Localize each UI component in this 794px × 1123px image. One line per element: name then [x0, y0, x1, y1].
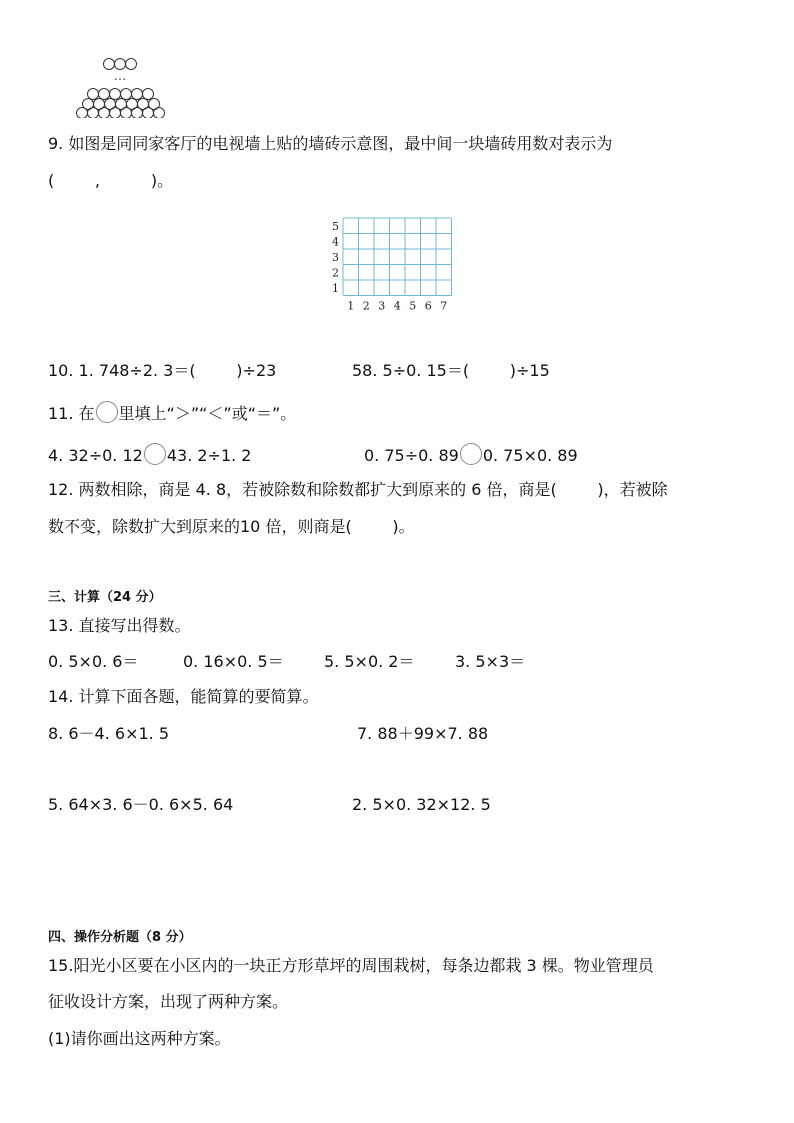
grid-x-label: 7: [440, 299, 448, 313]
q9-line2: ( , )。: [48, 171, 174, 190]
q13-item-3: 5. 5×0. 2＝: [324, 652, 415, 671]
q15-line2: 征收设计方案，出现了两种方案。: [48, 992, 289, 1011]
grid-y-label: 3: [332, 250, 339, 264]
q10-part1: 10. 1. 748÷2. 3＝( )÷23: [48, 361, 277, 380]
tile-grid-figure: [328, 214, 468, 314]
grid-x-label: 1: [347, 299, 355, 313]
section3-heading: 三、计算（24 分）: [48, 590, 162, 605]
compare-circle-icon: [96, 401, 118, 423]
circle-pyramid-figure: [70, 56, 180, 118]
q11-b-right: 0. 75×0. 89: [482, 446, 578, 465]
q14-item-1: 8. 6－4. 6×1. 5: [48, 724, 170, 743]
q13-item-4: 3. 5×3＝: [455, 652, 526, 671]
q15-line3: (1)请你画出这两种方案。: [48, 1029, 231, 1048]
q12-line1: 12. 两数相除，商是 4. 8，若被除数和除数都扩大到原来的 6 倍，商是( )，若被除: [48, 480, 668, 499]
answer-circle-a[interactable]: [144, 443, 166, 465]
grid-x-label: 4: [393, 299, 401, 313]
q15-line1: 15.阳光小区要在小区内的一块正方形草坪的周围栽树，每条边都栽 3 棵。物业管理员: [48, 956, 654, 975]
q11-b-left: 0. 75÷0. 89: [364, 446, 459, 465]
q14-item-2: 7. 88＋99×7. 88: [357, 724, 489, 743]
grid-y-label: 2: [332, 266, 339, 280]
figure-ellipsis: …: [114, 69, 126, 83]
q9-line1: 9. 如图是同同家客厅的电视墙上贴的墙砖示意图，最中间一块墙砖用数对表示为: [48, 134, 613, 153]
section4-heading: 四、操作分析题（8 分）: [48, 930, 192, 945]
grid-x-label: 6: [424, 299, 432, 313]
grid-x-label: 2: [362, 299, 370, 313]
q11-item-b: [364, 443, 578, 466]
q13-item-2: 0. 16×0. 5＝: [183, 652, 284, 671]
grid-y-label: 5: [332, 219, 339, 233]
q13-item-1: 0. 5×0. 6＝: [48, 652, 139, 671]
q11-instruction: [48, 401, 296, 424]
grid-y-label: 1: [332, 281, 339, 295]
q11-a-left: 4. 32÷0. 12: [48, 446, 143, 465]
q14-title: 14. 计算下面各题，能简算的要简算。: [48, 687, 319, 706]
grid-x-label: 3: [378, 299, 386, 313]
q10-part2: 58. 5÷0. 15＝( )÷15: [352, 361, 550, 380]
q11-item-a: [48, 443, 251, 466]
q14-item-3: 5. 64×3. 6－0. 6×5. 64: [48, 795, 234, 814]
q12-line2: 数不变，除数扩大到原来的10 倍，则商是( )。: [48, 517, 415, 536]
q11-suffix: 里填上“＞”“＜”或“＝”。: [118, 404, 297, 423]
grid-y-label: 4: [332, 235, 339, 249]
grid-x-label: 5: [409, 299, 417, 313]
q11-prefix: 11. 在: [48, 404, 95, 423]
q11-a-right: 43. 2÷1. 2: [166, 446, 252, 465]
q14-item-4: 2. 5×0. 32×12. 5: [352, 795, 491, 814]
q13-title: 13. 直接写出得数。: [48, 616, 191, 635]
answer-circle-b[interactable]: [460, 443, 482, 465]
